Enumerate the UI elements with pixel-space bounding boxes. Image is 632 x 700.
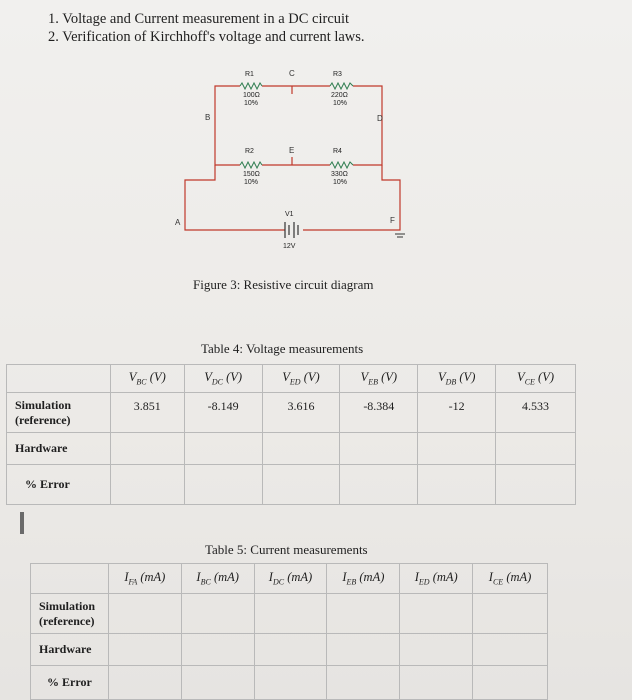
- cell-vdb-sim: -12: [418, 393, 496, 433]
- table-row: [31, 594, 548, 634]
- row-label-hardware: Hardware: [7, 433, 111, 465]
- cell-veb-err[interactable]: [340, 465, 418, 505]
- objectives-list: [48, 10, 365, 46]
- table-row: [7, 465, 576, 505]
- objective-item-2: 2. Verification of Kirchhoff's voltage and current laws.: [48, 29, 365, 45]
- r1-value: 100Ω: [243, 92, 260, 99]
- header-idc: $I_{DC}$ (mA): [254, 564, 327, 594]
- cell-idc-sim[interactable]: [254, 594, 327, 634]
- cell-ibc-sim[interactable]: [181, 594, 254, 634]
- node-d: D: [377, 114, 383, 123]
- table-row: [31, 666, 548, 700]
- header-veb: $V_{EB}$ (V): [340, 365, 418, 393]
- header-corner: [7, 365, 111, 393]
- header-ied: $I_{ED}$ (mA): [400, 564, 473, 594]
- r2-symbol: [240, 162, 262, 168]
- cell-vbc-hw[interactable]: [110, 433, 184, 465]
- table-row: [7, 433, 576, 465]
- cell-idc-hw[interactable]: [254, 634, 327, 666]
- r4-name: R4: [333, 148, 342, 155]
- node-f: F: [390, 216, 395, 225]
- r4-value: 330Ω: [331, 171, 348, 178]
- cell-ifa-err[interactable]: [108, 666, 181, 700]
- r3-name: R3: [333, 71, 342, 78]
- cell-vbc-sim: 3.851: [110, 393, 184, 433]
- cell-ibc-err[interactable]: [181, 666, 254, 700]
- table-row: [31, 634, 548, 666]
- cell-vdb-hw[interactable]: [418, 433, 496, 465]
- header-vdc: $V_{DC}$ (V): [184, 365, 262, 393]
- row-label-error: % Error: [31, 666, 109, 700]
- cell-ved-sim: 3.616: [262, 393, 340, 433]
- r3-symbol: [330, 83, 353, 89]
- source-value: 12V: [283, 243, 296, 250]
- battery-symbol: [285, 222, 298, 238]
- header-corner: [31, 564, 109, 594]
- node-a: A: [175, 218, 181, 227]
- resistive-circuit-diagram: [170, 60, 420, 260]
- cell-ved-err[interactable]: [262, 465, 340, 505]
- row-label-error: % Error: [7, 465, 111, 505]
- cell-ifa-sim[interactable]: [108, 594, 181, 634]
- margin-mark: [20, 512, 24, 534]
- header-vbc: $V_{BC}$ (V): [110, 365, 184, 393]
- cell-vce-hw[interactable]: [496, 433, 576, 465]
- table5-caption: Table 5: Current measurements: [205, 542, 368, 557]
- header-ice: $I_{CE}$ (mA): [473, 564, 548, 594]
- row-label-hardware: Hardware: [31, 634, 109, 666]
- cell-ved-hw[interactable]: [262, 433, 340, 465]
- row-label-simulation: Simulation (reference): [31, 594, 109, 634]
- r4-symbol: [330, 162, 353, 168]
- header-ieb: $I_{EB}$ (mA): [327, 564, 400, 594]
- cell-idc-err[interactable]: [254, 666, 327, 700]
- cell-vdc-err[interactable]: [184, 465, 262, 505]
- table-row: [7, 393, 576, 433]
- r1-name: R1: [245, 71, 254, 78]
- cell-vdc-sim: -8.149: [184, 393, 262, 433]
- header-ved: $V_{ED}$ (V): [262, 365, 340, 393]
- cell-ifa-hw[interactable]: [108, 634, 181, 666]
- node-e: E: [289, 146, 295, 155]
- cell-vdb-err[interactable]: [418, 465, 496, 505]
- cell-ieb-err[interactable]: [327, 666, 400, 700]
- r3-value: 220Ω: [331, 92, 348, 99]
- node-c: C: [289, 69, 295, 78]
- cell-vbc-err[interactable]: [110, 465, 184, 505]
- cell-ied-err[interactable]: [400, 666, 473, 700]
- cell-ied-hw[interactable]: [400, 634, 473, 666]
- cell-vce-sim: 4.533: [496, 393, 576, 433]
- voltage-table: [6, 364, 576, 505]
- r3-tol: 10%: [333, 100, 348, 107]
- r2-value: 150Ω: [243, 171, 260, 178]
- row-label-simulation: Simulation (reference): [7, 393, 111, 433]
- cell-ice-hw[interactable]: [473, 634, 548, 666]
- cell-ice-err[interactable]: [473, 666, 548, 700]
- cell-ied-sim[interactable]: [400, 594, 473, 634]
- cell-ieb-hw[interactable]: [327, 634, 400, 666]
- current-table: [30, 563, 548, 700]
- cell-vdc-hw[interactable]: [184, 433, 262, 465]
- cell-veb-sim: -8.384: [340, 393, 418, 433]
- ground-symbol: [395, 234, 405, 237]
- r4-tol: 10%: [333, 179, 348, 186]
- r1-tol: 10%: [244, 100, 259, 107]
- figure-caption: Figure 3: Resistive circuit diagram: [193, 277, 374, 292]
- table4-caption: Table 4: Voltage measurements: [201, 341, 364, 356]
- r2-tol: 10%: [244, 179, 259, 186]
- cell-vce-err[interactable]: [496, 465, 576, 505]
- header-vce: $V_{CE}$ (V): [496, 365, 576, 393]
- cell-ice-sim[interactable]: [473, 594, 548, 634]
- source-name: V1: [285, 211, 294, 218]
- cell-ieb-sim[interactable]: [327, 594, 400, 634]
- header-vdb: $V_{DB}$ (V): [418, 365, 496, 393]
- header-ifa: $I_{FA}$ (mA): [108, 564, 181, 594]
- cell-veb-hw[interactable]: [340, 433, 418, 465]
- node-b: B: [205, 113, 211, 122]
- cell-ibc-hw[interactable]: [181, 634, 254, 666]
- r1-symbol: [240, 83, 262, 89]
- current-table-header-row: [31, 564, 548, 594]
- r2-name: R2: [245, 148, 254, 155]
- header-ibc: $I_{BC}$ (mA): [181, 564, 254, 594]
- voltage-table-header-row: [7, 365, 576, 393]
- objective-item-1: 1. Voltage and Current measurement in a DC circuit: [48, 11, 350, 27]
